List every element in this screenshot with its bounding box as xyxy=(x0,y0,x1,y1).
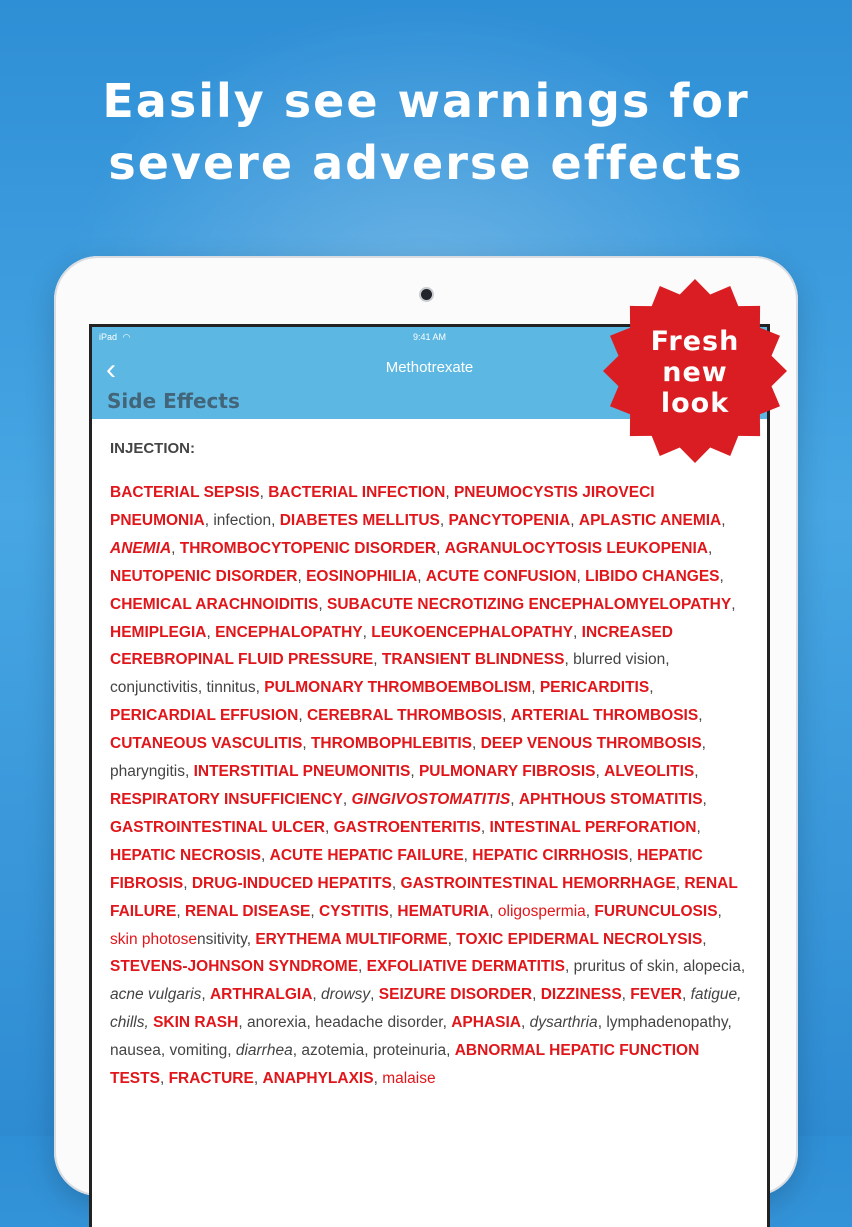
separator: , xyxy=(364,1042,373,1060)
separator: , xyxy=(362,623,372,641)
separator: , xyxy=(717,902,722,920)
separator: , xyxy=(510,790,519,808)
common-effect: conjunctivitis xyxy=(110,679,198,697)
separator: , xyxy=(665,651,670,669)
severe-effect: ALVEOLITIS xyxy=(604,763,695,781)
severe-effect: CUTANEOUS VASCULITIS xyxy=(110,735,303,753)
severe-effect: PANCYTOPENIA xyxy=(448,511,571,529)
severe-effect: SKIN RASH xyxy=(153,1014,239,1032)
separator: , xyxy=(696,818,701,836)
separator: , xyxy=(740,958,746,976)
separator: , xyxy=(727,1014,732,1032)
separator: , xyxy=(238,1014,247,1032)
separator: , xyxy=(246,930,256,948)
separator: , xyxy=(312,986,322,1004)
separator: , xyxy=(628,846,638,864)
severe-effect: PERICARDITIS xyxy=(539,679,650,697)
severe-effect: HEPATIC CIRRHOSIS xyxy=(472,846,629,864)
separator: , xyxy=(585,902,595,920)
badge-text xyxy=(600,326,790,419)
separator: , xyxy=(489,902,498,920)
front-camera xyxy=(421,289,432,300)
common-effect: acne vulgaris xyxy=(110,986,202,1004)
separator: , xyxy=(480,818,490,836)
common-effect: drowsy xyxy=(321,986,371,1004)
headline-line-2: severe adverse effects xyxy=(108,136,744,190)
separator: , xyxy=(298,707,307,725)
separator: , xyxy=(573,623,582,641)
side-effects-list xyxy=(110,479,750,1093)
common-effect: dysarthria xyxy=(529,1014,598,1032)
separator: , xyxy=(698,707,703,725)
severe-effect: EXFOLIATIVE DERMATITIS xyxy=(366,958,566,976)
separator: , xyxy=(621,986,631,1004)
severe-effect: ABNORMAL HEPATIC FUNCTION TESTS xyxy=(110,1042,700,1088)
severe-effect: GINGIVOSTOMATITIS xyxy=(351,790,511,808)
separator: , xyxy=(719,567,724,585)
severe-effect: RESPIRATORY INSUFFICIENCY xyxy=(110,790,343,808)
separator: , xyxy=(160,1042,170,1060)
separator: , xyxy=(674,958,684,976)
severe-effect: HEPATIC FIBROSIS xyxy=(110,846,703,892)
separator: , xyxy=(532,986,541,1004)
severe-effect: INTERSTITIAL PNEUMONITIS xyxy=(193,763,411,781)
severe-effect: ACUTE HEPATIC FAILURE xyxy=(269,846,464,864)
severe-effect: EOSINOPHILIA xyxy=(306,567,418,585)
severe-effect: HEMATURIA xyxy=(397,902,490,920)
severe-effect: AGRANULOCYTOSIS LEUKOPENIA xyxy=(444,539,708,557)
severe-effect: DEEP VENOUS THROMBOSIS xyxy=(480,735,702,753)
separator: , xyxy=(502,707,511,725)
severe-effect: FRACTURE xyxy=(168,1070,254,1088)
severe-effect: INCREASED CEREBROPINAL FLUID PRESSURE xyxy=(110,623,673,669)
separator: , xyxy=(391,874,401,892)
section-title: Side Effects xyxy=(107,389,240,413)
separator: , xyxy=(576,567,586,585)
common-effect: headache disorder xyxy=(315,1014,443,1032)
severe-effect: ANEMIA xyxy=(110,539,172,557)
severe-effect: ARTHRALGIA xyxy=(209,986,313,1004)
separator: , xyxy=(342,790,352,808)
severe-effect: GASTROENTERITIS xyxy=(333,818,481,836)
common-effect: alopecia xyxy=(683,958,741,976)
separator: , xyxy=(701,735,706,753)
severe-effect: HEPATIC NECROSIS xyxy=(110,846,261,864)
severe-effect: APHTHOUS STOMATITIS xyxy=(518,790,703,808)
separator: , xyxy=(694,763,699,781)
common-effect: tinnitus xyxy=(206,679,256,697)
severe-effect: HEMIPLEGIA xyxy=(110,623,207,641)
separator: , xyxy=(310,902,320,920)
severe-effect: STEVENS-JOHNSON SYNDROME xyxy=(110,958,359,976)
separator: , xyxy=(227,1042,236,1060)
severe-effect: RENAL DISEASE xyxy=(184,902,311,920)
severe-effect: PNEUMOCYSTIS JIROVECI PNEUMONIA xyxy=(110,484,655,529)
separator: , xyxy=(595,763,605,781)
severe-effect: BACTERIAL SEPSIS xyxy=(110,484,260,501)
separator: , xyxy=(206,623,216,641)
separator: , xyxy=(570,511,579,529)
severe-effect: skin photose xyxy=(110,930,198,948)
severe-effect: SEIZURE DISORDER xyxy=(378,986,533,1004)
separator: , xyxy=(370,986,379,1004)
separator: , xyxy=(675,874,685,892)
severe-effect: TRANSIENT BLINDNESS xyxy=(381,651,565,669)
severe-effect: PERICARDIAL EFFUSION xyxy=(110,707,299,725)
separator: , xyxy=(197,679,207,697)
separator: , xyxy=(565,958,574,976)
severe-effect: PULMONARY FIBROSIS xyxy=(418,763,596,781)
severe-effect: malaise xyxy=(382,1070,436,1088)
separator: , xyxy=(531,679,540,697)
severe-effect: THROMBOPHLEBITIS xyxy=(310,735,472,753)
separator: , xyxy=(417,567,426,585)
separator: , xyxy=(159,1070,169,1088)
severe-effect: ACUTE CONFUSION xyxy=(425,567,577,585)
severe-effect: LEUKOENCEPHALOPATHY xyxy=(371,623,574,641)
status-time: 9:41 AM xyxy=(412,332,447,342)
separator: , xyxy=(521,1014,530,1032)
separator: , xyxy=(292,1042,302,1060)
headline-line-1: Easily see warnings for xyxy=(102,74,750,128)
separator: , xyxy=(259,484,269,501)
separator: , xyxy=(436,539,445,557)
separator: , xyxy=(201,986,210,1004)
severe-effect: CEREBRAL THROMBOSIS xyxy=(306,707,503,725)
severe-effect: CHEMICAL ARACHNOIDITIS xyxy=(110,595,319,613)
separator: , xyxy=(447,930,457,948)
separator: , xyxy=(261,846,270,864)
separator: , xyxy=(439,511,449,529)
common-effect: fatigue, chills, xyxy=(110,986,742,1032)
separator: , xyxy=(731,595,736,613)
carrier-label: iPad xyxy=(99,332,118,342)
separator: , xyxy=(388,902,398,920)
badge-line-1: Fresh xyxy=(650,326,740,357)
separator: , xyxy=(204,511,214,529)
separator: , xyxy=(325,818,334,836)
severe-effect: GASTROINTESTINAL HEMORRHAGE xyxy=(400,874,676,892)
badge-line-2: new xyxy=(662,357,728,388)
severe-effect: BACTERIAL INFECTION xyxy=(268,484,446,501)
separator: , xyxy=(253,1070,263,1088)
severe-effect: INTESTINAL PERFORATION xyxy=(489,818,697,836)
common-effect: azotemia xyxy=(301,1042,365,1060)
promo-headline xyxy=(0,70,852,194)
severe-effect: FURUNCULOSIS xyxy=(594,902,718,920)
separator: , xyxy=(446,1042,455,1060)
fresh-new-look-badge xyxy=(600,276,790,466)
separator: , xyxy=(176,902,185,920)
severe-effect: DIABETES MELLITUS xyxy=(279,511,440,529)
separator: , xyxy=(721,511,726,529)
separator: , xyxy=(597,1014,607,1032)
separator: , xyxy=(442,1014,452,1032)
badge-line-3: look xyxy=(660,388,730,419)
severe-effect: ENCEPHALOPATHY xyxy=(215,623,363,641)
separator: , xyxy=(707,539,713,557)
nav-title: Methotrexate xyxy=(385,359,474,376)
separator: , xyxy=(410,763,419,781)
separator: , xyxy=(649,679,654,697)
separator: , xyxy=(445,484,454,501)
common-effect: nausea xyxy=(110,1042,161,1060)
severe-effect: ANAPHYLAXIS xyxy=(262,1070,374,1088)
separator: , xyxy=(373,651,382,669)
severe-effect: APLASTIC ANEMIA xyxy=(578,511,722,529)
severe-effect: GASTROINTESTINAL ULCER xyxy=(110,818,325,836)
common-effect: pharyngitis xyxy=(110,763,185,781)
common-effect: nsitivity xyxy=(197,930,247,948)
separator: , xyxy=(183,874,192,892)
separator: , xyxy=(702,790,707,808)
common-effect: anorexia xyxy=(246,1014,307,1032)
common-effect: vomiting xyxy=(169,1042,228,1060)
common-effect: infection xyxy=(213,511,272,529)
common-effect: diarrhea xyxy=(235,1042,293,1060)
separator: , xyxy=(297,567,307,585)
severe-effect: SUBACUTE NECROTIZING ENCEPHALOMYELOPATHY xyxy=(327,595,732,613)
severe-effect: PULMONARY THROMBOEMBOLISM xyxy=(264,679,532,697)
separator: , xyxy=(702,930,707,948)
severe-effect: DIZZINESS xyxy=(540,986,622,1004)
side-effects-content xyxy=(110,440,750,1093)
common-effect: proteinuria xyxy=(372,1042,447,1060)
severe-effect: ERYTHEMA MULTIFORME xyxy=(255,930,448,948)
chevron-left-icon: ‹ xyxy=(106,353,116,386)
severe-effect: ARTERIAL THROMBOSIS xyxy=(510,707,699,725)
separator: , xyxy=(318,595,328,613)
severe-effect: THROMBOCYTOPENIC DISORDER xyxy=(179,539,437,557)
severe-effect: RENAL FAILURE xyxy=(110,874,738,920)
wifi-icon: ◠ xyxy=(122,332,131,342)
severe-effect: NEUTOPENIC DISORDER xyxy=(110,567,298,585)
separator: , xyxy=(564,651,574,669)
separator: , xyxy=(681,986,691,1004)
separator: , xyxy=(184,763,194,781)
severe-effect: FEVER xyxy=(630,986,682,1004)
separator: , xyxy=(171,539,180,557)
separator: , xyxy=(271,511,280,529)
separator: , xyxy=(463,846,473,864)
severe-effect: CYSTITIS xyxy=(319,902,389,920)
severe-effect: DRUG-INDUCED HEPATITS xyxy=(191,874,392,892)
separator: , xyxy=(302,735,311,753)
separator: , xyxy=(358,958,367,976)
severe-effect: oligospermia xyxy=(497,902,586,920)
common-effect: lymphadenopathy xyxy=(606,1014,728,1032)
separator: , xyxy=(373,1070,383,1088)
common-effect: pruritus of skin xyxy=(573,958,675,976)
separator: , xyxy=(471,735,481,753)
severe-effect: TOXIC EPIDERMAL NECROLYSIS xyxy=(456,930,703,948)
severe-effect: APHASIA xyxy=(451,1014,521,1032)
severe-effect: LIBIDO CHANGES xyxy=(585,567,720,585)
route-label: INJECTION: xyxy=(110,440,196,457)
common-effect: blurred vision xyxy=(573,651,666,669)
separator: , xyxy=(255,679,265,697)
separator: , xyxy=(306,1014,316,1032)
